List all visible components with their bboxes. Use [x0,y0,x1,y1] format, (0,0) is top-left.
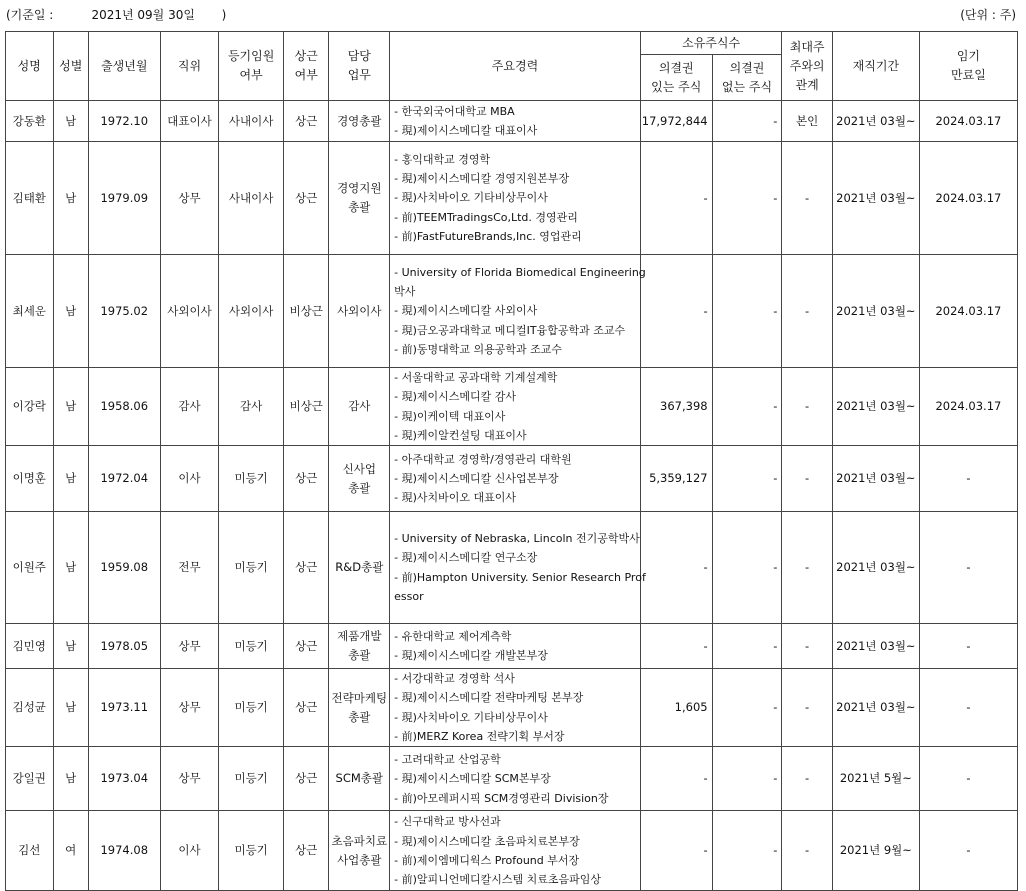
cell-registered: 미등기 [219,669,284,747]
career-line: - 신구대학교 방사선과 [394,815,501,829]
career-line: - 前)아모레퍼시픽 SCM경영관리 Division장 [394,791,609,805]
cell-voting-shares: - [640,512,712,624]
table-row [6,747,1018,811]
cell-gender: 남 [53,512,88,624]
cell-duty [329,142,390,255]
cell-voting-shares: - [640,624,712,669]
table-row [6,368,1018,446]
cell-birth: 1973.04 [88,747,160,811]
cell-tenure: 2021년 03월~ [832,142,919,255]
cell-fulltime: 상근 [283,446,328,512]
cell-nonvoting-shares: - [712,624,782,669]
cell-nonvoting-shares: - [712,368,782,446]
cell-duty [329,624,390,669]
career-line: - 現)제이시스메디칼 신사업본부장 [394,472,559,486]
header-duty: 담당 업무 [329,32,390,101]
as-of-date: (기준일 : 2021년 09월 30일 ) [6,8,227,22]
cell-position: 감사 [160,368,219,446]
duty-line: 신사업 [342,461,376,476]
duty-line: 제품개발 [337,629,382,644]
cell-birth: 1959.08 [88,512,160,624]
duty-line: SCM총괄 [335,771,384,786]
cell-name: 이명훈 [6,446,54,512]
header-relation: 최대주 주와의 관계 [782,32,833,101]
cell-nonvoting-shares: - [712,747,782,811]
table-row [6,446,1018,512]
cell-career [390,142,641,255]
cell-tenure: 2021년 03월~ [832,255,919,368]
career-line: - 고려대학교 산업공학 [394,752,501,766]
header-voting: 의결권 있는 주식 [640,55,712,101]
career-line: - 유한대학교 제어계측학 [394,629,512,643]
table-row [6,255,1018,368]
cell-voting-shares: - [640,255,712,368]
cell-relation: - [782,512,833,624]
report-header [0,0,1026,28]
career-line: - 現)제이시스메디칼 전략마케팅 본부장 [394,691,584,705]
cell-duty [329,101,390,142]
career-line: - 前)제이엠메디웍스 Profound 부서장 [394,853,580,867]
unit-label: (단위 : 주) [960,8,1016,22]
cell-relation: - [782,747,833,811]
cell-birth: 1972.10 [88,101,160,142]
cell-fulltime: 상근 [283,811,328,891]
cell-position: 이사 [160,446,219,512]
cell-registered: 미등기 [219,747,284,811]
cell-relation: - [782,446,833,512]
cell-relation: - [782,669,833,747]
duty-line: 초음파치료 [331,833,388,848]
table-row [6,624,1018,669]
cell-nonvoting-shares: - [712,446,782,512]
cell-gender: 남 [53,747,88,811]
cell-career [390,255,646,368]
duty-line: 사외이사 [337,303,382,318]
duty-line: 전략마케팅 [331,690,388,705]
cell-fulltime: 상근 [283,624,328,669]
cell-career [390,624,641,669]
header-career: 주요경력 [390,32,641,101]
cell-birth: 1958.06 [88,368,160,446]
cell-position: 상무 [160,669,219,747]
executives-table [5,31,1018,891]
cell-nonvoting-shares: - [712,101,782,142]
header-registered: 등기임원 여부 [219,32,284,101]
cell-position: 상무 [160,142,219,255]
career-line: - University of Florida Biomedical Engineering [394,265,646,279]
duty-line: 경영총괄 [337,113,382,128]
header-birth: 출생년월 [88,32,160,101]
career-line: 박사 [394,285,416,299]
table-row [6,101,1018,142]
cell-relation: - [782,811,833,891]
career-line: - 現)사치바이오 기타비상무이사 [394,710,548,724]
cell-relation: - [782,368,833,446]
cell-gender: 남 [53,368,88,446]
cell-gender: 남 [53,255,88,368]
cell-duty [329,368,390,446]
table-row [6,512,1018,624]
career-line: - 現)제이시스메디칼 연구소장 [394,551,538,565]
header-tenure: 재직기간 [832,32,919,101]
cell-position: 이사 [160,811,219,891]
cell-position: 상무 [160,624,219,669]
career-line: - 現)금오공과대학교 메디컬IT융합공학과 조교수 [394,323,626,337]
header-fulltime: 상근 여부 [283,32,328,101]
cell-voting-shares: - [640,142,712,255]
cell-name: 이원주 [6,512,54,624]
cell-career [390,811,641,891]
cell-term: 2024.03.17 [919,368,1017,446]
cell-position: 사외이사 [160,255,219,368]
cell-career [390,512,646,624]
duty-line: 사업총괄 [337,852,382,867]
cell-fulltime: 비상근 [283,255,328,368]
cell-voting-shares: 1,605 [640,669,712,747]
cell-fulltime: 상근 [283,142,328,255]
career-line: - 아주대학교 경영학/경영관리 대학원 [394,452,572,466]
career-line: - 現)사치바이오 대표이사 [394,491,517,505]
cell-name: 김성균 [6,669,54,747]
cell-term: - [919,624,1017,669]
cell-tenure: 2021년 5월~ [832,747,919,811]
career-line: - 現)제이시스메디칼 초음파치료본부장 [394,834,580,848]
cell-nonvoting-shares: - [712,142,782,255]
cell-tenure: 2021년 03월~ [832,446,919,512]
cell-registered: 사외이사 [219,255,284,368]
header-nonvoting: 의결권 없는 주식 [712,55,782,101]
duty-line: R&D총괄 [335,560,384,575]
career-line: - 前)동명대학교 의용공학과 조교수 [394,342,563,356]
cell-fulltime: 상근 [283,101,328,142]
cell-name: 최세운 [6,255,54,368]
cell-gender: 남 [53,142,88,255]
duty-line: 감사 [348,399,371,414]
career-line: - 現)케이알컨설팅 대표이사 [394,428,527,442]
cell-tenure: 2021년 03월~ [832,512,919,624]
cell-birth: 1978.05 [88,624,160,669]
cell-duty [329,512,390,624]
cell-birth: 1975.02 [88,255,160,368]
table-row [6,142,1018,255]
cell-registered: 미등기 [219,811,284,891]
cell-registered: 사내이사 [219,142,284,255]
cell-term: 2024.03.17 [919,255,1017,368]
cell-tenure: 2021년 03월~ [832,669,919,747]
cell-nonvoting-shares: - [712,811,782,891]
career-line: - 現)제이시스메디칼 SCM본부장 [394,772,551,786]
cell-tenure: 2021년 03월~ [832,624,919,669]
career-line: - 現)사치바이오 기타비상무이사 [394,191,548,205]
career-line: - 現)제이시스메디칼 경영지원본부장 [394,172,570,186]
cell-fulltime: 상근 [283,512,328,624]
duty-line: 총괄 [348,709,371,724]
cell-duty [329,811,390,891]
cell-gender: 남 [53,446,88,512]
cell-tenure: 2021년 03월~ [832,368,919,446]
cell-career [390,101,641,142]
career-line: - 홍익대학교 경영학 [394,152,491,166]
cell-name: 강동환 [6,101,54,142]
cell-registered: 미등기 [219,624,284,669]
cell-relation: 본인 [782,101,833,142]
cell-career [390,446,641,512]
cell-career [390,368,641,446]
career-line: - 前)Hampton University. Senior Research Prof [394,570,646,584]
cell-nonvoting-shares: - [712,512,782,624]
duty-line: 총괄 [348,480,371,495]
cell-term: - [919,811,1017,891]
cell-duty [329,747,390,811]
cell-term: - [919,512,1017,624]
career-line: - 前)MERZ Korea 전략기획 부서장 [394,730,565,744]
cell-nonvoting-shares: - [712,669,782,747]
table-header [6,32,1018,101]
cell-name: 김선 [6,811,54,891]
cell-term: - [919,446,1017,512]
cell-name: 이강락 [6,368,54,446]
cell-fulltime: 상근 [283,669,328,747]
cell-registered: 미등기 [219,446,284,512]
duty-line: 총괄 [348,648,371,663]
cell-name: 김민영 [6,624,54,669]
cell-nonvoting-shares: - [712,255,782,368]
header-term: 임기 만료일 [919,32,1017,101]
table-body [6,101,1018,891]
cell-voting-shares: 367,398 [640,368,712,446]
career-line: - 前)FastFutureBrands,Inc. 영업관리 [394,229,582,243]
career-line: - 한국외국어대학교 MBA [394,104,515,118]
cell-birth: 1979.09 [88,142,160,255]
cell-duty [329,669,390,747]
duty-line: 총괄 [348,200,371,214]
cell-voting-shares: 5,359,127 [640,446,712,512]
cell-registered: 감사 [219,368,284,446]
cell-name: 김태환 [6,142,54,255]
cell-birth: 1973.11 [88,669,160,747]
career-line: essor [394,589,424,603]
header-gender: 성별 [53,32,88,101]
cell-term: 2024.03.17 [919,101,1017,142]
cell-tenure: 2021년 03월~ [832,101,919,142]
career-line: - 現)제이시스메디칼 대표이사 [394,124,538,137]
cell-duty [329,446,390,512]
cell-voting-shares: - [640,811,712,891]
header-name: 성명 [6,32,54,101]
cell-duty [329,255,390,368]
career-line: - 서강대학교 경영학 석사 [394,672,515,686]
cell-fulltime: 상근 [283,747,328,811]
cell-gender: 남 [53,101,88,142]
cell-term: - [919,669,1017,747]
cell-relation: - [782,142,833,255]
cell-gender: 여 [53,811,88,891]
cell-relation: - [782,255,833,368]
table-row [6,669,1018,747]
cell-registered: 미등기 [219,512,284,624]
header-shares: 소유주식수 [640,32,782,55]
career-line: - University of Nebraska, Lincoln 전기공학박사 [394,532,640,546]
cell-position: 대표이사 [160,101,219,142]
cell-gender: 남 [53,669,88,747]
career-line: - 前)알피니언메디칼시스템 치료초음파임상 [394,873,602,887]
cell-voting-shares: - [640,747,712,811]
cell-gender: 남 [53,624,88,669]
table-row [6,811,1018,891]
cell-voting-shares: 17,972,844 [640,101,712,142]
career-line: - 現)제이시스메디칼 감사 [394,390,517,404]
cell-career [390,669,641,747]
cell-career [390,747,641,811]
cell-fulltime: 비상근 [283,368,328,446]
cell-birth: 1974.08 [88,811,160,891]
career-line: - 現)이케이텍 대표이사 [394,409,506,423]
cell-name: 강일권 [6,747,54,811]
cell-term: 2024.03.17 [919,142,1017,255]
cell-relation: - [782,624,833,669]
career-line: - 現)제이시스메디칼 사외이사 [394,304,538,318]
cell-term: - [919,747,1017,811]
cell-birth: 1972.04 [88,446,160,512]
header-position: 직위 [160,32,219,101]
career-line: - 前)TEEMTradingsCo,Ltd. 경영관리 [394,210,578,224]
cell-tenure: 2021년 9월~ [832,811,919,891]
cell-registered: 사내이사 [219,101,284,142]
duty-line: 경영지원 [337,181,382,195]
cell-position: 상무 [160,747,219,811]
career-line: - 서울대학교 공과대학 기계설계학 [394,371,558,384]
career-line: - 現)제이시스메디칼 개발본부장 [394,649,548,663]
cell-position: 전무 [160,512,219,624]
